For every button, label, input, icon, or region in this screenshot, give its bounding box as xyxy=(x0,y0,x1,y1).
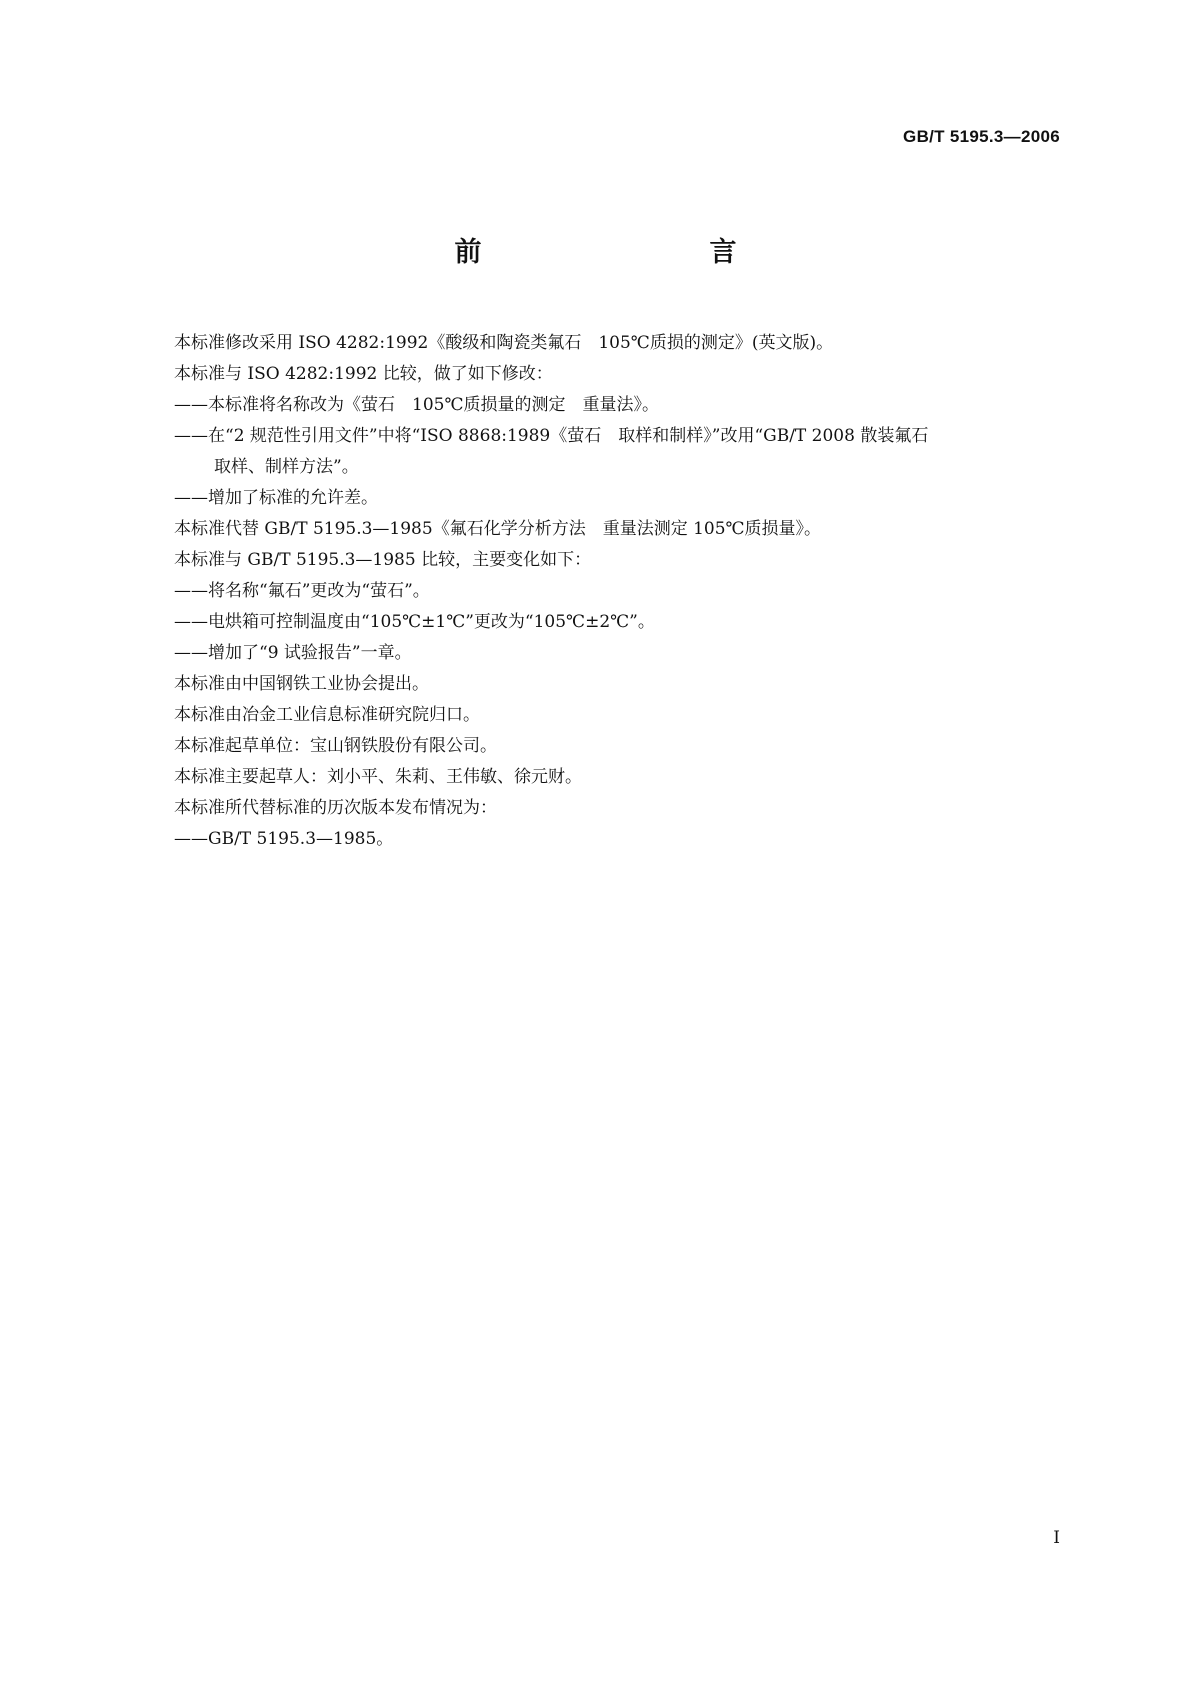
list-item: ——电烘箱可控制温度由“105℃±1℃”更改为“105℃±2℃”。 xyxy=(174,612,655,632)
list-item: ——GB/T 5195.3—1985。 xyxy=(174,829,394,849)
list-item: ——在“2 规范性引用文件”中将“ISO 8868:1989《萤石 取样和制样》”改用“GB/T 2008 散装氟石 xyxy=(174,426,929,446)
list-item: ——本标准将名称改为《萤石 105℃质损量的测定 重量法》。 xyxy=(174,395,659,415)
text-line: 本标准修改采用 ISO 4282:1992《酸级和陶瓷类氟石 105℃质损的测定》(英文版)。 xyxy=(174,333,834,353)
list-item: ——将名称“氟石”更改为“萤石”。 xyxy=(174,581,430,601)
text-line: 本标准由冶金工业信息标准研究院归口。 xyxy=(174,705,480,725)
text-line: 本标准由中国钢铁工业协会提出。 xyxy=(174,674,429,694)
list-item: ——增加了标准的允许差。 xyxy=(174,488,378,508)
text-line: 本标准起草单位：宝山钢铁股份有限公司。 xyxy=(174,736,497,756)
list-item: ——增加了“9 试验报告”一章。 xyxy=(174,643,412,663)
text-line: 本标准主要起草人：刘小平、朱莉、王伟敏、徐元财。 xyxy=(174,767,582,787)
page-title: 前 言 xyxy=(454,237,795,268)
text-line: 本标准与 GB/T 5195.3—1985 比较，主要变化如下： xyxy=(174,550,592,570)
page-number: I xyxy=(1053,1528,1060,1548)
foreword-body xyxy=(174,328,1074,855)
standard-code: GB/T 5195.3—2006 xyxy=(903,127,1060,146)
text-line: 本标准与 ISO 4282:1992 比较，做了如下修改： xyxy=(174,364,553,384)
list-item-continuation: 取样、制样方法”。 xyxy=(214,457,359,477)
text-line: 本标准所代替标准的历次版本发布情况为： xyxy=(174,798,497,818)
text-line: 本标准代替 GB/T 5195.3—1985《氟石化学分析方法 重量法测定 105℃质损量》。 xyxy=(174,519,822,539)
